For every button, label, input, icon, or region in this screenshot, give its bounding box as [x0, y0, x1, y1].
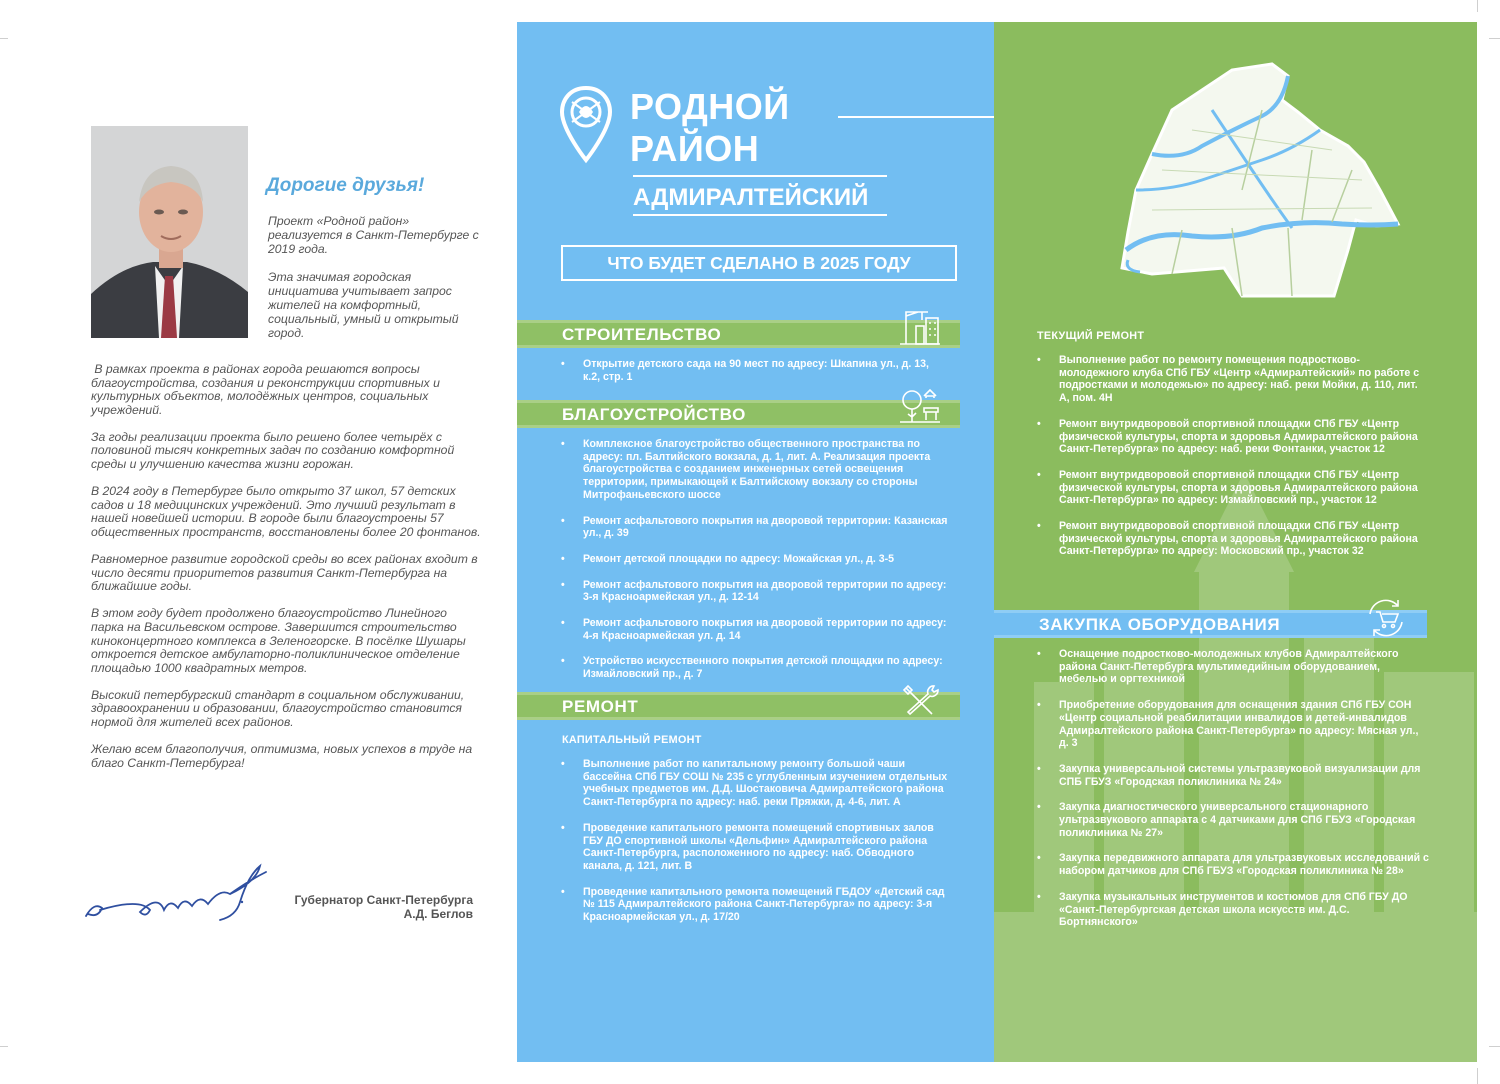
logo-divider [633, 175, 887, 177]
list-item: • Ремонт асфальтового покрытия на дворовой территории: Казанская ул., д. 39 [561, 515, 953, 540]
letter-paragraph: Высокий петербургский стандарт в социальном обслуживании, здравоохранении и образовании, благоустройство становится нормой для жителей всех районов. [91, 687, 465, 729]
crop-mark [0, 1046, 8, 1047]
list-item: • Закупка музыкальных инструментов и костюмов для СПб ГБУ ДО «Санкт-Петербургская детская школа искусств им. Д.С. Бортнянского» [1037, 891, 1431, 929]
district-name: АДМИРАЛТЕЙСКИЙ [633, 184, 869, 211]
list-item: • Выполнение работ по капитальному ремонту большой чаши бассейна СПб ГБУ СОШ № 235 с углубленным изучением отдельных учебных предметов им. Д.Д. Шостаковича Адмиралтейского района Санкт-Петербурга по адресу: наб. реки Пряжки, д. 4-6, лит. А [561, 758, 953, 809]
year-title: ЧТО БУДЕТ СДЕЛАНО В 2025 ГОДУ [561, 245, 957, 281]
tools-wrench-icon [898, 680, 942, 720]
list-item: • Закупка диагностического универсального стационарного ультразвукового аппарата с 4 датчиками для СПб ГБУЗ «Городская поликлиника № 27» [1037, 801, 1431, 839]
section-bar-construction: СТРОИТЕЛЬСТВО [517, 320, 960, 348]
letter-paragraph: За годы реализации проекта было решено более четырёх с половиной тысяч конкретных задач по созданию комфортной среды и улучшению качества жизни горожан. [91, 429, 455, 472]
list-item: • Оснащение подростково-молодежных клубов Адмиралтейского района Санкт-Петербурга мультимедийным оборудованием, мебелью и оргтехникой [1037, 648, 1431, 686]
signer-name: А.Д. Беглов [403, 907, 473, 921]
list-item: • Ремонт внутридворовой спортивной площадки СПб ГБУ «Центр физической культуры, спорта и здоровья Адмиралтейского района Санкт-Петербурга» по адресу: наб. реки Фонтанки, участок 12 [1037, 418, 1427, 456]
crop-mark [1477, 0, 1478, 12]
crop-mark [1489, 1046, 1500, 1047]
crop-mark [0, 38, 8, 39]
list-item: • Устройство искусственного покрытия детской площадки по адресу: Измайловский пр., д. 7 [561, 655, 953, 680]
intro-paragraph: Эта значимая городская инициатива учитывает запрос жителей на комфортный, социальный, умный и открытый город. [268, 270, 459, 340]
logo-title-line1: РОДНОЙ [630, 86, 790, 127]
list-item: • Ремонт детской площадки по адресу: Можайская ул., д. 3-5 [561, 553, 953, 566]
portrait-photo [91, 126, 248, 338]
improvement-list [561, 438, 953, 694]
intro-paragraph: Проект «Родной район» реализуется в Санкт-Петербурге с 2019 года. [268, 214, 479, 256]
signer-title: Губернатор Санкт-Петербурга [294, 893, 473, 907]
construction-list [561, 358, 931, 396]
list-item: • Закупка универсальной системы ультразвуковой визуализации для СПБ ГБУЗ «Городская поликлиника № 24» [1037, 763, 1431, 788]
crop-mark [1489, 38, 1500, 39]
letter-paragraph: В 2024 году в Петербурге было открыто 37 школ, 57 детских садов и 18 медицинских учреждений. Это лучший результат в нашей новейшей истории. В городе были благоустроены 57 общественных пространств, восстановлены более 20 фонтанов. [91, 484, 481, 539]
list-item: • Открытие детского сада на 90 мест по адресу: Шкапина ул., д. 13, к.2, стр. 1 [561, 358, 931, 383]
letter-paragraph: Равномерное развитие городской среды во всех районах входит в число десяти приоритетов развития Санкт-Петербурга на ближайшие годы. [91, 552, 478, 594]
logo-title-line2: РАЙОН [630, 128, 760, 169]
list-item: • Ремонт внутридворовой спортивной площадки СПб ГБУ «Центр физической культуры, спорта и здоровья Адмиралтейского района Санкт-Петербурга» по адресу: Измайловский пр., участок 12 [1037, 469, 1427, 507]
current-repair-list [1037, 354, 1427, 571]
tree-bench-icon [898, 386, 942, 426]
list-item: • Закупка передвижного аппарата для ультразвуковых исследований с набором датчиков для СПб ГБУЗ «Городская поликлиника № 28» [1037, 852, 1431, 877]
location-pin-icon [558, 84, 614, 164]
list-item: • Ремонт внутридворовой спортивной площадки СПб ГБУ «Центр физической культуры, спорта и здоровья Адмиралтейского района Санкт-Петербурга» по адресу: Московский пр., участок 32 [1037, 520, 1427, 558]
list-item: • Ремонт асфальтового покрытия на дворовой территории по адресу: 3-я Красноармейская ул., д. 12-14 [561, 579, 953, 604]
crane-building-icon [898, 306, 942, 346]
capital-repair-list [561, 758, 953, 937]
list-item: • Комплексное благоустройство общественного пространства по адресу: пл. Балтийского вокзала, д. 1, лит. А. Реализация проекта благоустройства с созданием инженерных сетей освещения территории, примыкающей к Балтийскому вокзалу со стороны Митрофаньевского шоссе [561, 438, 953, 502]
intro-text [268, 214, 483, 354]
letter-paragraph: В рамках проекта в районах города решаются вопросы благоустройства, создания и реконструкции спортивных и культурных объектов, молодёжных центров, социальных учреждений. [91, 362, 444, 417]
section-bar-repair: РЕМОНТ [517, 692, 960, 720]
current-repair-heading: ТЕКУЩИЙ РЕМОНТ [1037, 330, 1145, 342]
logo-divider [633, 214, 887, 216]
letter-body [91, 363, 481, 784]
letter-paragraph: Желаю всем благополучия, оптимизма, новых успехов в труде на благо Санкт-Петербурга! [91, 742, 473, 770]
section-bar-procurement: ЗАКУПКА ОБОРУДОВАНИЯ [994, 610, 1427, 638]
capital-repair-heading: КАПИТАЛЬНЫЙ РЕМОНТ [562, 734, 702, 746]
district-map [1112, 50, 1402, 300]
list-item: • Проведение капитального ремонта помещений спортивных залов ГБУ ДО спортивной школы «Дельфин» Адмиралтейского района Санкт-Петербурга, расположенного по адресу: наб. Обводного канала, д. 121, лит. В [561, 822, 953, 873]
cart-refresh-icon [1364, 598, 1408, 638]
list-item: • Проведение капитального ремонта помещений ГБДОУ «Детский сад № 115 Адмиралтейского района Санкт-Петербурга» по адресу: 3-я Красноармейская ул., д. 17/20 [561, 886, 953, 924]
signer-block [265, 893, 473, 921]
list-item: • Выполнение работ по ремонту помещения подростково-молодежного клуба СПб ГБУ «Центр «Адмиралтейский» по работе с подростками и молодежью» по адресу: наб. реки Мойки, д. 110, лит. А, пом. 4Н [1037, 354, 1427, 405]
crop-mark [1477, 1068, 1478, 1084]
section-bar-improvement: БЛАГОУСТРОЙСТВО [517, 400, 960, 428]
procurement-list [1037, 648, 1431, 942]
letter-paragraph: В этом году будет продолжено благоустройство Линейного парка на Васильевском острове. Завершится строительство киноконцертного комплекса в Зеленогорске. В посёлке Шушары откроется детское амбулаторно-поликлиническое отделение площадью 1000 квадратных метров. [91, 606, 466, 675]
greeting-heading: Дорогие друзья! [266, 175, 425, 196]
list-item: • Ремонт асфальтового покрытия на дворовой территории по адресу: 4-я Красноармейская ул. д. 14 [561, 617, 953, 642]
signature-scribble [80, 858, 270, 930]
connector-line [838, 116, 994, 118]
list-item: • Приобретение оборудования для оснащения здания СПб ГБУ СОН «Центр социальной реабилитации инвалидов и детей-инвалидов Адмиралтейского района Санкт-Петербурга» по адресу: Мясная ул., д. 3 [1037, 699, 1431, 750]
